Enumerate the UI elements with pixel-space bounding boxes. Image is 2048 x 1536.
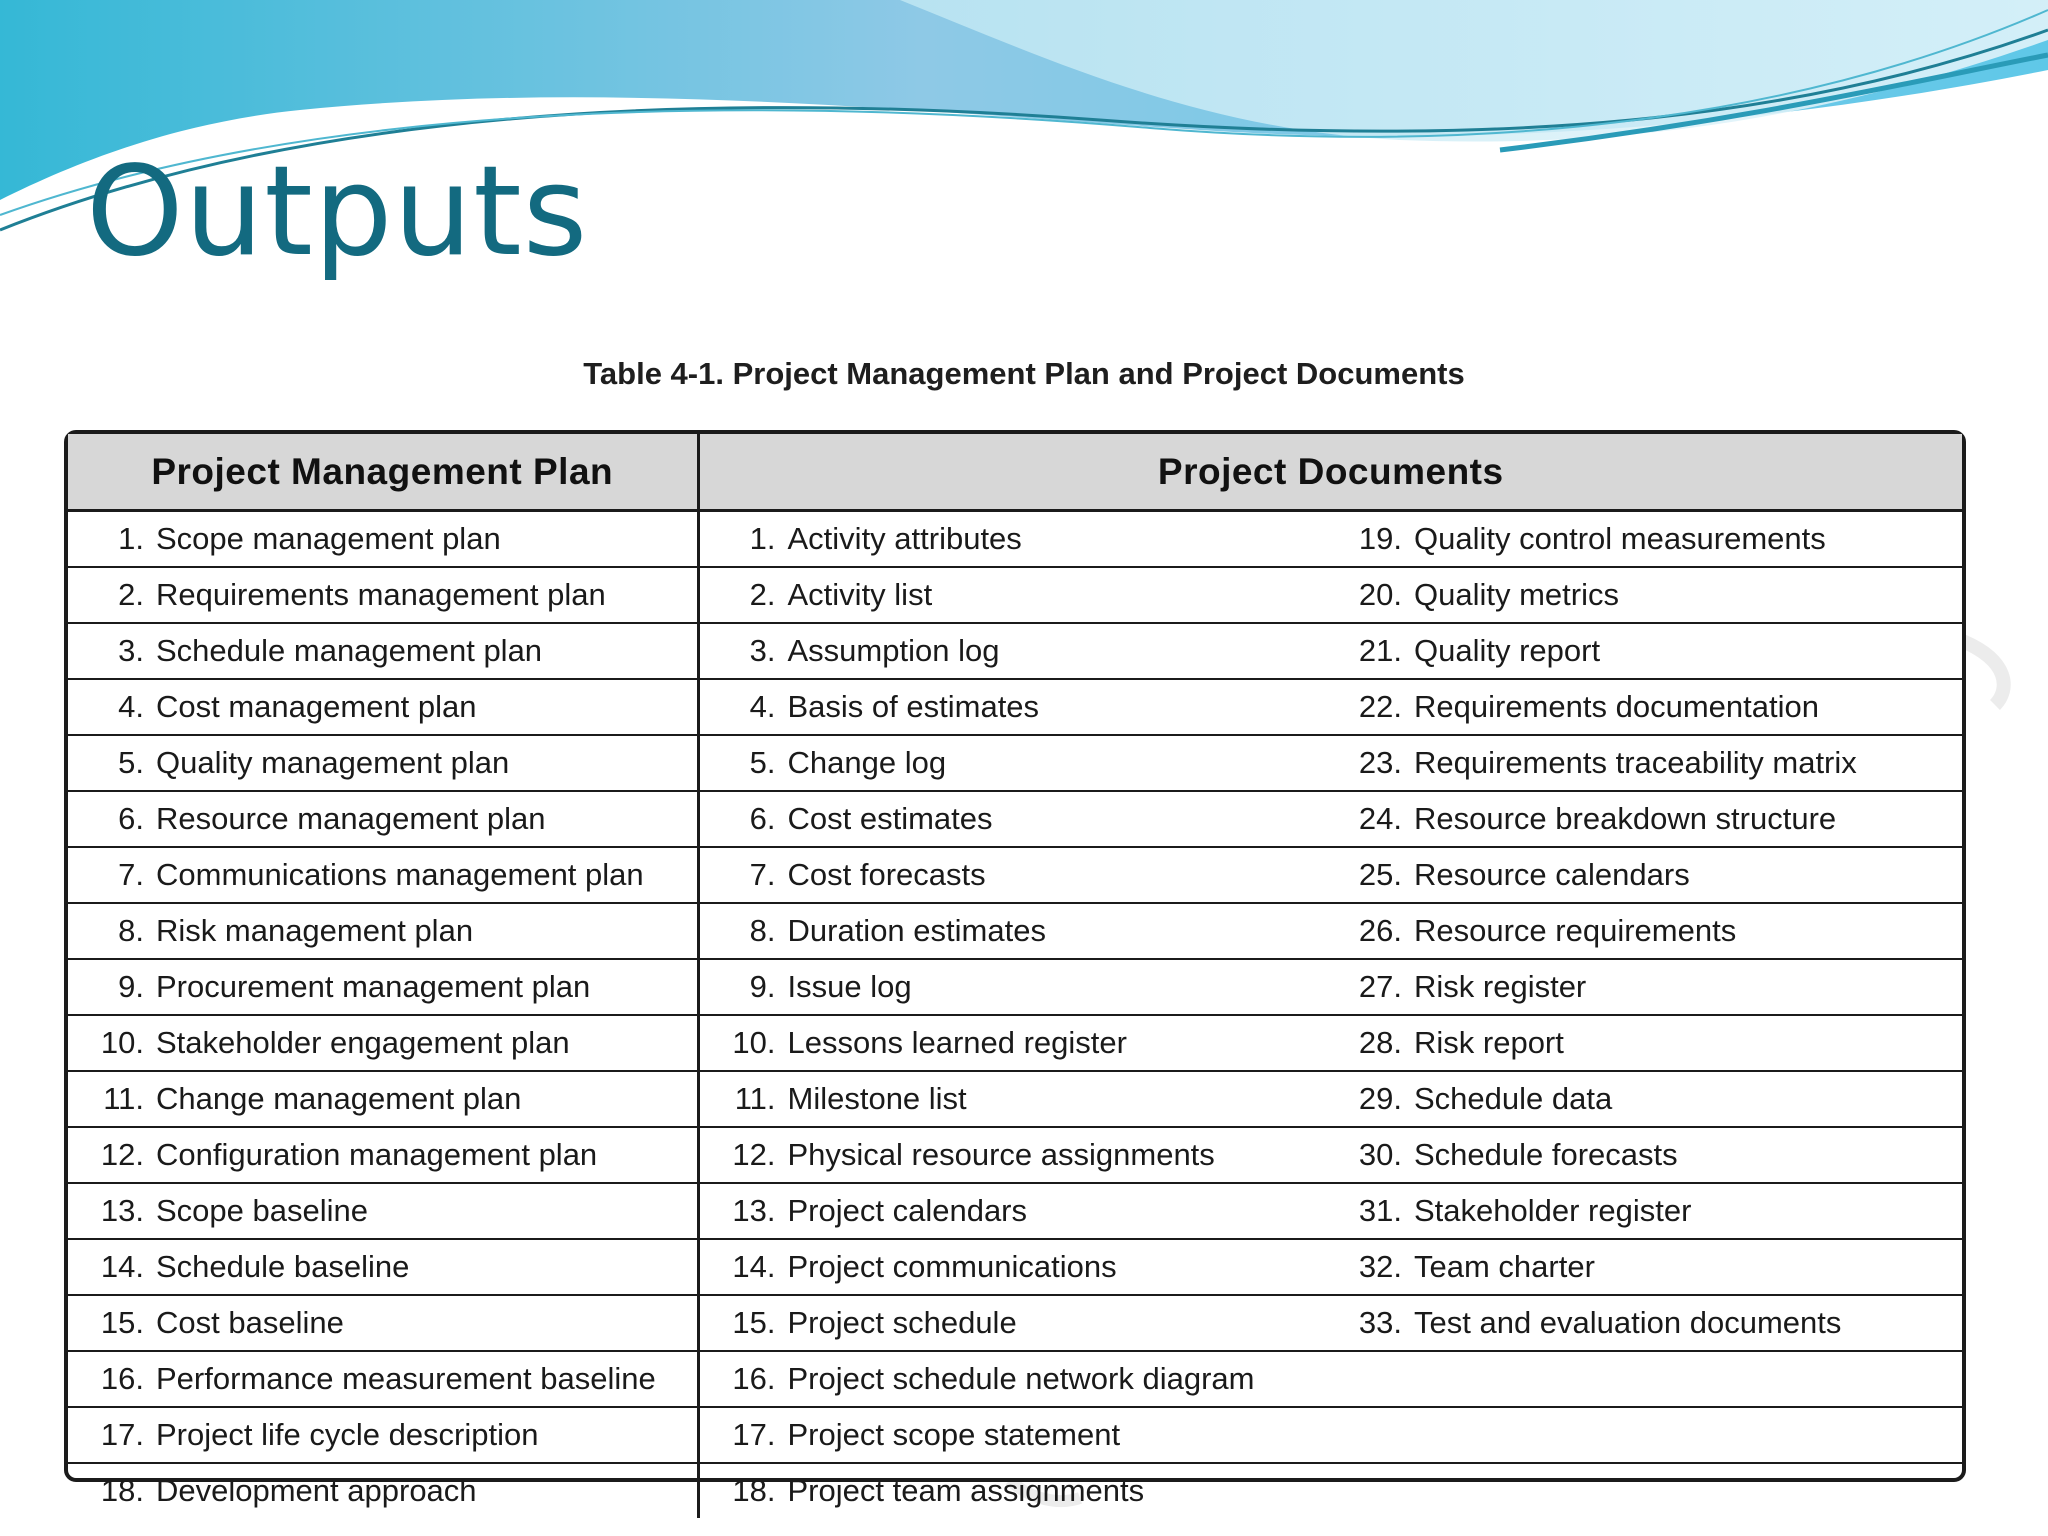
item-label: Cost forecasts: [787, 857, 986, 892]
item-label: Resource management plan: [156, 801, 546, 836]
item-number: 17.: [100, 1417, 144, 1452]
document-cell: [698, 1295, 1326, 1351]
plan-cell: [68, 1183, 698, 1239]
item-number: 19.: [1358, 521, 1402, 556]
table-grid: [68, 434, 1962, 1518]
item-number: 12.: [732, 1137, 776, 1172]
document-cell: [698, 735, 1326, 791]
item-number: 3.: [118, 633, 144, 668]
plan-cell: [68, 959, 698, 1015]
item-label: Stakeholder register: [1414, 1193, 1692, 1228]
item-label: Requirements documentation: [1414, 689, 1819, 724]
document-cell: [1326, 1407, 1962, 1463]
item-label: Project scope statement: [787, 1417, 1121, 1452]
item-label: Project communications: [787, 1249, 1117, 1284]
item-label: Activity list: [787, 577, 933, 612]
item-number: 9.: [118, 969, 144, 1004]
plan-cell: [68, 1295, 698, 1351]
item-label: Test and evaluation documents: [1414, 1305, 1842, 1340]
item-number: 8.: [118, 913, 144, 948]
document-cell: [698, 1407, 1326, 1463]
table-row: [68, 1239, 1962, 1295]
item-label: Procurement management plan: [156, 969, 591, 1004]
item-label: Project calendars: [787, 1193, 1028, 1228]
table-row: [68, 791, 1962, 847]
plan-cell: [68, 847, 698, 903]
item-label: Scope management plan: [156, 521, 501, 556]
document-cell: [698, 1015, 1326, 1071]
table-row: [68, 847, 1962, 903]
document-cell: [698, 1071, 1326, 1127]
item-label: Configuration management plan: [156, 1137, 598, 1172]
document-cell: [1326, 1295, 1962, 1351]
item-label: Resource breakdown structure: [1414, 801, 1837, 836]
slide-title: Outputs: [86, 140, 589, 284]
plan-cell: [68, 903, 698, 959]
item-number: 16.: [100, 1361, 144, 1396]
item-number: 11.: [734, 1081, 776, 1116]
table-row: [68, 567, 1962, 623]
document-cell: [1326, 511, 1962, 568]
table-row: [68, 959, 1962, 1015]
item-number: 23.: [1358, 745, 1402, 780]
document-cell: [1326, 679, 1962, 735]
table-row: [68, 1351, 1962, 1407]
document-cell: [1326, 1239, 1962, 1295]
document-cell: [698, 567, 1326, 623]
document-cell: [698, 847, 1326, 903]
document-cell: [1326, 1127, 1962, 1183]
document-cell: [1326, 1015, 1962, 1071]
item-label: Change management plan: [156, 1081, 522, 1116]
item-number: 28.: [1358, 1025, 1402, 1060]
item-number: 6.: [118, 801, 144, 836]
plan-cell: [68, 679, 698, 735]
item-number: 32.: [1358, 1249, 1402, 1284]
table-body: [68, 511, 1962, 1519]
item-label: Project life cycle description: [156, 1417, 539, 1452]
item-number: 33.: [1358, 1305, 1402, 1340]
item-label: Schedule data: [1414, 1081, 1613, 1116]
item-number: 14.: [732, 1249, 776, 1284]
document-cell: [698, 1239, 1326, 1295]
item-label: Project schedule: [787, 1305, 1017, 1340]
document-cell: [1326, 847, 1962, 903]
document-cell: [1326, 623, 1962, 679]
item-number: 5.: [749, 745, 776, 780]
item-number: 18.: [100, 1473, 144, 1508]
table-row: [68, 1071, 1962, 1127]
table-row: [68, 903, 1962, 959]
document-cell: [1326, 1183, 1962, 1239]
plan-cell: [68, 1463, 698, 1518]
table-header-row: [68, 434, 1962, 511]
item-label: Change log: [787, 745, 947, 780]
item-label: Risk register: [1414, 969, 1587, 1004]
table-row: [68, 1463, 1962, 1518]
document-cell: [1326, 567, 1962, 623]
table-caption: Table 4-1. Project Management Plan and Project Documents: [583, 356, 1465, 391]
item-number: 22.: [1358, 689, 1402, 724]
table-row: [68, 1407, 1962, 1463]
table-row: [68, 735, 1962, 791]
plan-cell: [68, 623, 698, 679]
plan-cell: [68, 1127, 698, 1183]
document-cell: [1326, 903, 1962, 959]
document-cell: [1326, 1463, 1962, 1518]
item-number: 20.: [1358, 577, 1402, 612]
document-cell: [1326, 959, 1962, 1015]
document-cell: [698, 959, 1326, 1015]
item-number: 27.: [1358, 969, 1402, 1004]
item-label: Quality control measurements: [1414, 521, 1826, 556]
item-number: 10.: [732, 1025, 776, 1060]
document-cell: [1326, 791, 1962, 847]
table-row: [68, 1015, 1962, 1071]
item-number: 2.: [749, 577, 776, 612]
item-label: Quality report: [1414, 633, 1601, 668]
item-number: 29.: [1358, 1081, 1402, 1116]
plan-cell: [68, 1015, 698, 1071]
item-label: Performance measurement baseline: [156, 1361, 656, 1396]
document-cell: [698, 623, 1326, 679]
item-number: 18.: [732, 1473, 776, 1508]
item-number: 5.: [118, 745, 144, 780]
item-label: Cost baseline: [156, 1305, 344, 1340]
item-label: Scope baseline: [156, 1193, 368, 1228]
document-cell: [1326, 1071, 1962, 1127]
item-label: Cost management plan: [156, 689, 477, 724]
table-row: [68, 1127, 1962, 1183]
document-cell: [698, 679, 1326, 735]
document-cell: [698, 1127, 1326, 1183]
document-cell: [698, 791, 1326, 847]
item-number: 30.: [1358, 1137, 1402, 1172]
item-number: 17.: [732, 1417, 776, 1452]
item-label: Risk management plan: [156, 913, 474, 948]
item-label: Risk report: [1414, 1025, 1564, 1060]
item-label: Physical resource assignments: [787, 1137, 1215, 1172]
item-label: Team charter: [1414, 1249, 1595, 1284]
item-number: 31.: [1358, 1193, 1402, 1228]
item-label: Quality management plan: [156, 745, 510, 780]
item-number: 16.: [732, 1361, 776, 1396]
header-project-management-plan: Project Management Plan: [68, 434, 698, 511]
item-label: Project schedule network diagram: [787, 1361, 1255, 1396]
item-number: 12.: [100, 1137, 144, 1172]
item-label: Assumption log: [787, 633, 1000, 668]
item-number: 4.: [749, 689, 776, 724]
item-number: 13.: [100, 1193, 144, 1228]
item-number: 13.: [732, 1193, 776, 1228]
item-label: Resource calendars: [1414, 857, 1690, 892]
item-number: 1.: [118, 521, 144, 556]
document-cell: [698, 1183, 1326, 1239]
item-label: Project team assignments: [787, 1473, 1145, 1508]
plan-cell: [68, 1407, 698, 1463]
item-number: 14.: [100, 1249, 144, 1284]
item-label: Quality metrics: [1414, 577, 1619, 612]
item-number: 1.: [749, 521, 776, 556]
item-label: Schedule management plan: [156, 633, 543, 668]
item-number: 24.: [1358, 801, 1402, 836]
document-cell: [698, 1351, 1326, 1407]
table-row: [68, 623, 1962, 679]
item-number: 7.: [749, 857, 776, 892]
item-label: Requirements management plan: [156, 577, 606, 612]
plan-cell: [68, 735, 698, 791]
item-label: Duration estimates: [787, 913, 1046, 948]
item-label: Resource requirements: [1414, 913, 1737, 948]
item-label: Milestone list: [787, 1081, 967, 1116]
plan-documents-table: [64, 430, 1966, 1508]
plan-cell: [68, 1239, 698, 1295]
item-label: Lessons learned register: [787, 1025, 1127, 1060]
table-row: [68, 511, 1962, 568]
document-cell: [1326, 1351, 1962, 1407]
item-label: Schedule baseline: [156, 1249, 410, 1284]
item-label: Basis of estimates: [787, 689, 1040, 724]
header-project-documents: Project Documents: [698, 434, 1962, 511]
item-number: 3.: [749, 633, 776, 668]
plan-cell: [68, 511, 698, 568]
plan-cell: [68, 1071, 698, 1127]
item-number: 7.: [118, 857, 144, 892]
item-number: 8.: [749, 913, 776, 948]
item-number: 15.: [732, 1305, 776, 1340]
item-label: Cost estimates: [787, 801, 993, 836]
item-label: Issue log: [787, 969, 912, 1004]
document-cell: [698, 511, 1326, 568]
table-row: [68, 1183, 1962, 1239]
item-label: Stakeholder engagement plan: [156, 1025, 570, 1060]
item-number: 6.: [749, 801, 776, 836]
item-number: 26.: [1358, 913, 1402, 948]
item-number: 10.: [100, 1025, 144, 1060]
item-number: 2.: [118, 577, 144, 612]
plan-cell: [68, 791, 698, 847]
table-row: [68, 679, 1962, 735]
item-label: Development approach: [156, 1473, 477, 1508]
document-cell: [1326, 735, 1962, 791]
item-number: 9.: [749, 969, 776, 1004]
item-number: 25.: [1358, 857, 1402, 892]
item-number: 4.: [118, 689, 144, 724]
item-label: Communications management plan: [156, 857, 644, 892]
item-number: 11.: [103, 1081, 144, 1116]
plan-cell: [68, 567, 698, 623]
item-label: Activity attributes: [787, 521, 1022, 556]
item-label: Schedule forecasts: [1414, 1137, 1678, 1172]
document-cell: [698, 903, 1326, 959]
item-number: 21.: [1358, 633, 1402, 668]
item-label: Requirements traceability matrix: [1414, 745, 1857, 780]
item-number: 15.: [100, 1305, 144, 1340]
document-cell: [698, 1463, 1326, 1518]
plan-cell: [68, 1351, 698, 1407]
table-row: [68, 1295, 1962, 1351]
